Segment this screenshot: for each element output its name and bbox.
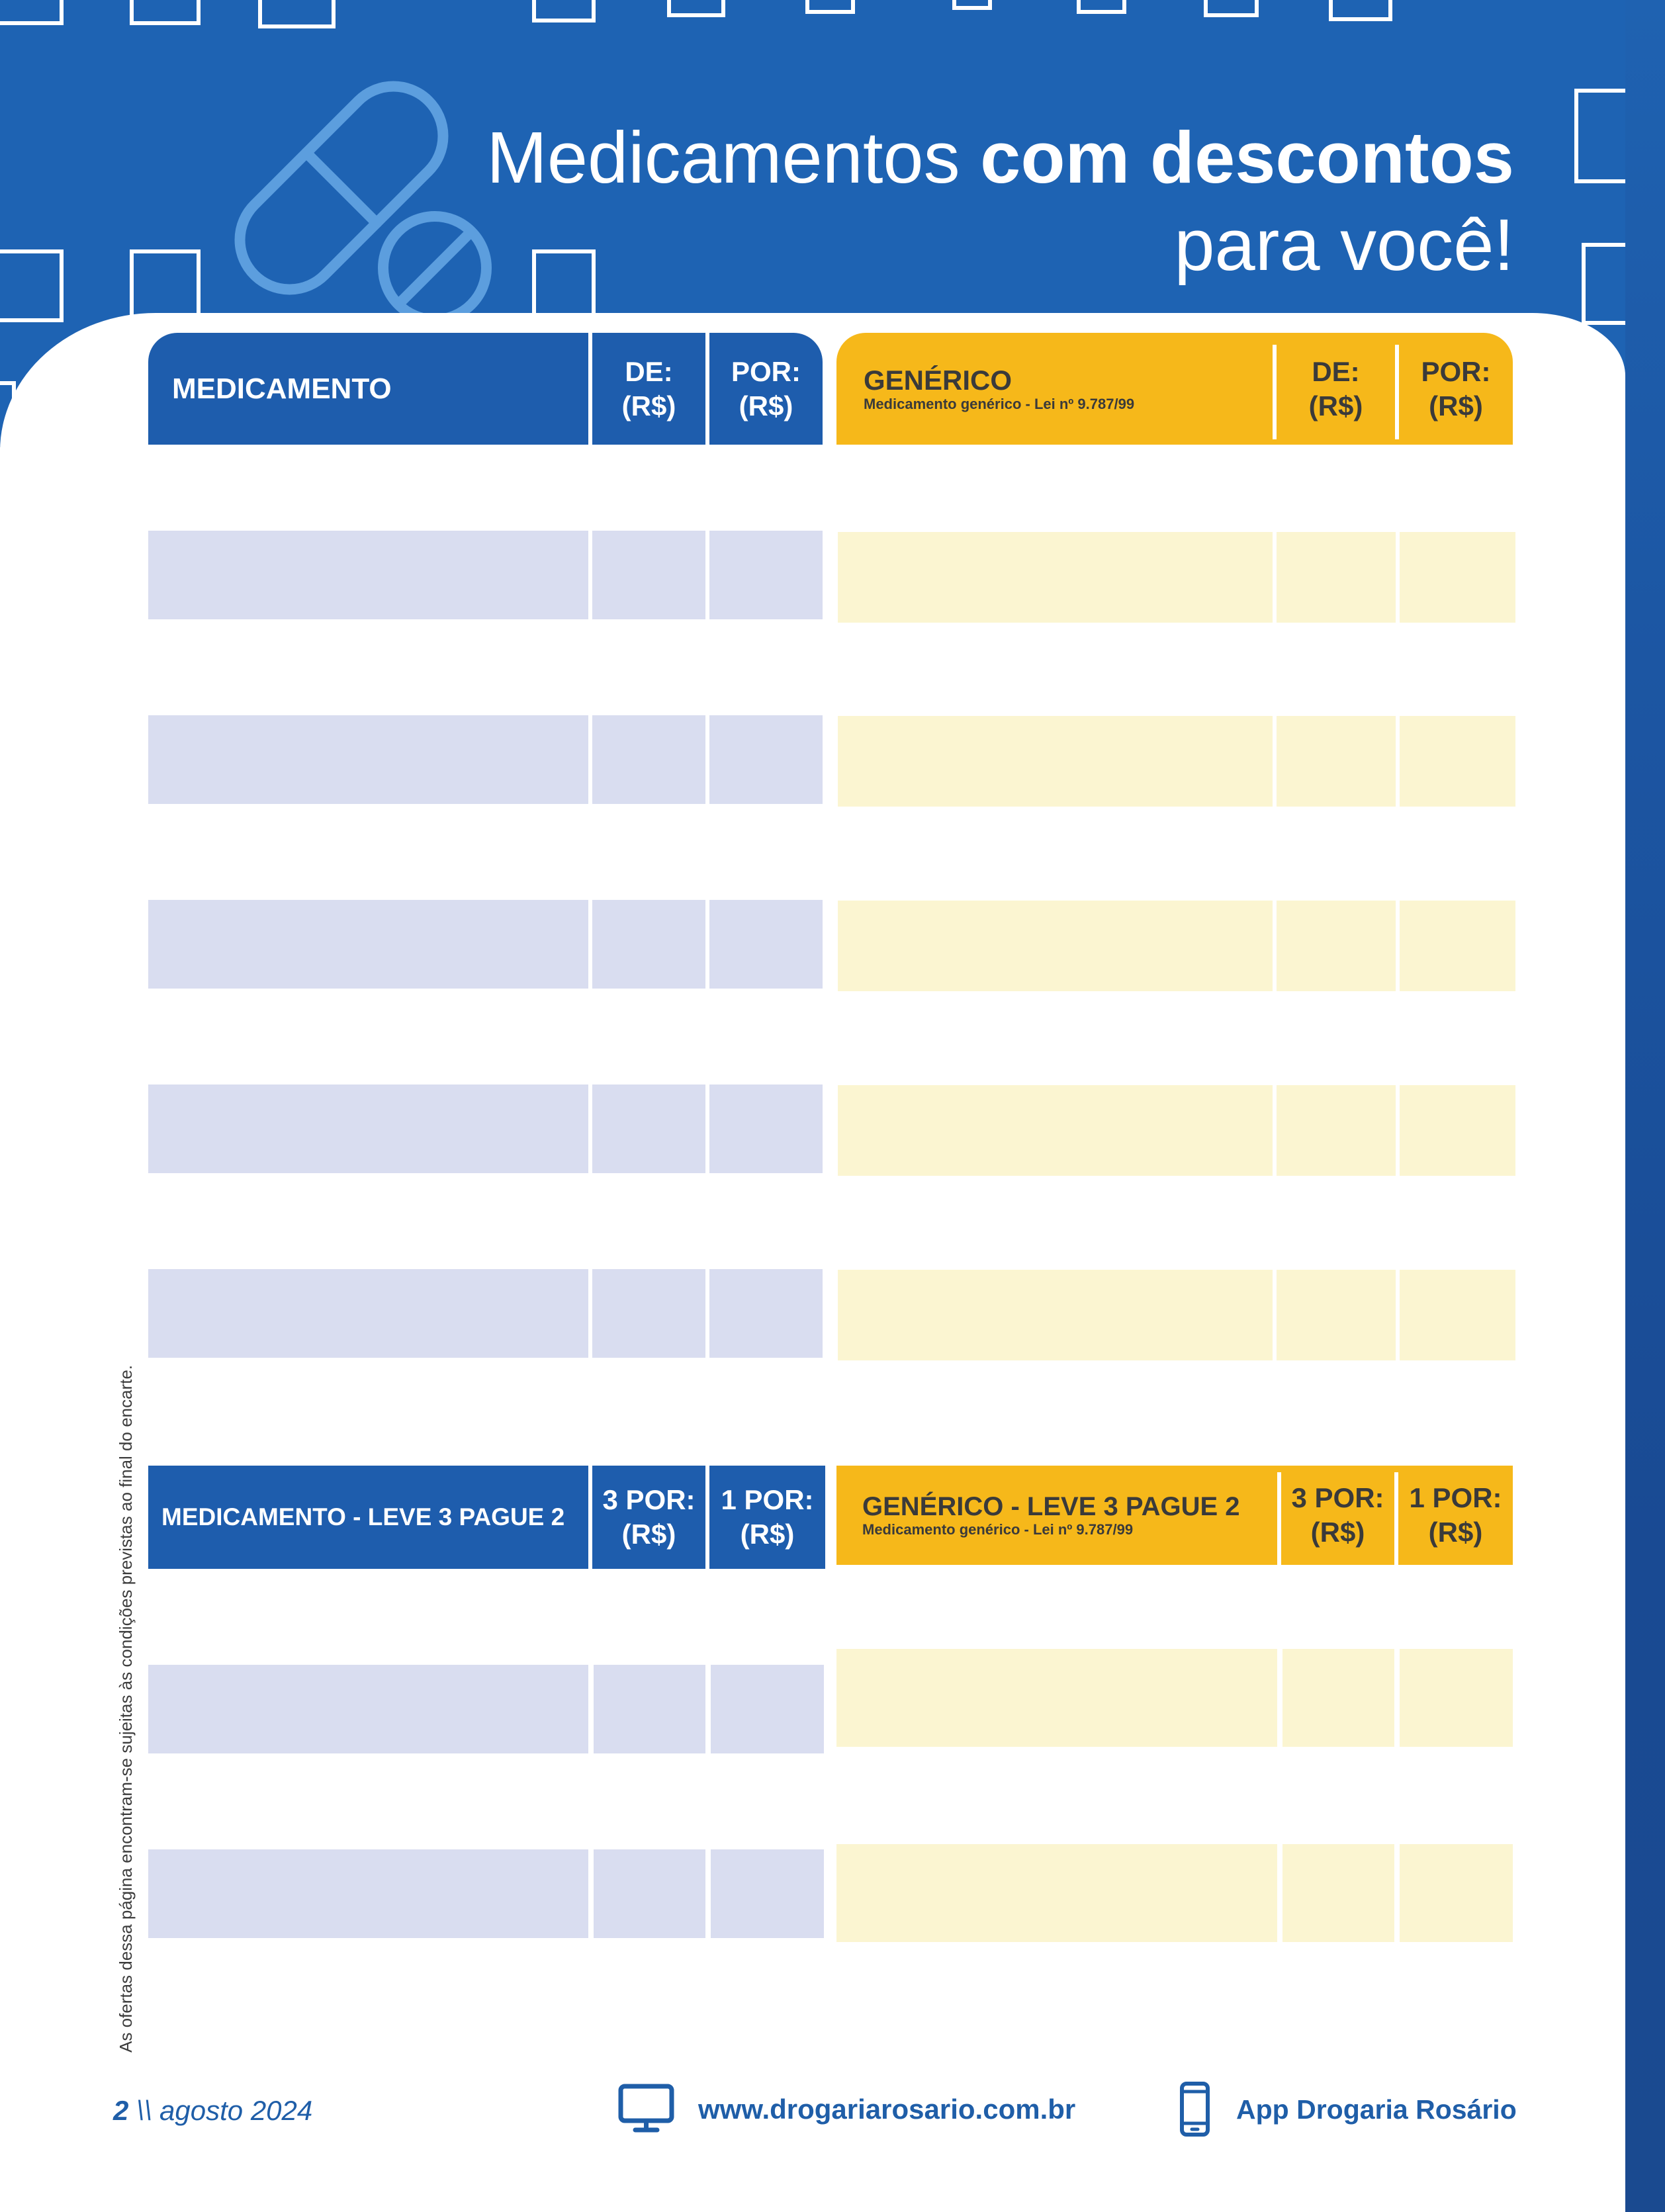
- offers-disclaimer: As ofertas dessa página encontram-se sujeitas às condições previstas ao final do encarte.: [116, 1364, 136, 2053]
- name-cell: [838, 1085, 1273, 1176]
- monitor-icon: [618, 2084, 674, 2133]
- header-line: POR:: [731, 355, 801, 387]
- table-row: [148, 900, 823, 989]
- header-line: (R$): [1429, 390, 1483, 421]
- decor-square: [1204, 0, 1259, 17]
- name-cell: [838, 901, 1273, 991]
- table-row: [838, 1085, 1515, 1176]
- decor-square: [1077, 0, 1126, 14]
- decor-square: [258, 0, 336, 28]
- name-cell: [836, 1649, 1277, 1747]
- price-cell: [592, 900, 705, 989]
- price-cell: [1277, 716, 1396, 807]
- price-cell: [1277, 1270, 1396, 1360]
- header-line: (R$): [1428, 1517, 1483, 1548]
- price-cell: [1277, 901, 1396, 991]
- price-cell: [1282, 1649, 1394, 1747]
- table-row: [838, 716, 1515, 807]
- price-one-header: [1398, 1466, 1513, 1565]
- header-line: DE:: [625, 355, 673, 387]
- medicine-promo-table-header: [148, 1466, 825, 1569]
- page-edge-strip: [1625, 0, 1665, 2212]
- name-cell: [148, 1084, 588, 1173]
- medicine-name-header: MEDICAMENTO: [148, 333, 588, 445]
- price-cell: [1400, 532, 1515, 623]
- medicine-promo-name-header: MEDICAMENTO - LEVE 3 PAGUE 2: [148, 1466, 588, 1569]
- name-cell: [148, 531, 588, 619]
- table-row: [838, 1270, 1515, 1360]
- price-cell: [709, 1084, 823, 1173]
- price-cell: [592, 1269, 705, 1358]
- decor-square: [0, 249, 64, 322]
- decor-square: [532, 0, 596, 22]
- price-cell: [592, 531, 705, 619]
- separator: \\: [136, 2095, 152, 2126]
- decor-square: [667, 0, 725, 17]
- title-regular: Medicamentos: [486, 117, 960, 199]
- medicine-table-header: [148, 333, 823, 445]
- decor-square: [130, 0, 201, 25]
- header-line: (R$): [1310, 1517, 1365, 1548]
- price-cell: [1400, 901, 1515, 991]
- table-row: [148, 1849, 824, 1938]
- website-link[interactable]: www.drogariarosario.com.br: [698, 2094, 1076, 2125]
- price-cell: [1277, 532, 1396, 623]
- pill-icon: [199, 66, 516, 344]
- price-cell: [711, 1665, 824, 1753]
- generic-table-header: [836, 333, 1513, 445]
- name-cell: [838, 532, 1273, 623]
- generic-promo-title: GENÉRICO - LEVE 3 PAGUE 2: [862, 1492, 1240, 1521]
- price-cell: [1400, 1844, 1513, 1942]
- price-cell: [1282, 1844, 1394, 1942]
- table-row: [836, 1844, 1513, 1942]
- price-three-header: [592, 1466, 705, 1569]
- decor-square: [130, 249, 201, 322]
- header-line: (R$): [621, 390, 676, 421]
- name-cell: [838, 1270, 1273, 1360]
- generic-promo-subtitle: Medicamento genérico - Lei nº 9.787/99: [862, 1521, 1134, 1538]
- table-row: [148, 531, 823, 619]
- price-cell: [592, 715, 705, 804]
- decor-square: [1329, 0, 1392, 21]
- header-line: 3 POR:: [602, 1484, 696, 1515]
- name-cell: [148, 1269, 588, 1358]
- name-cell: [838, 716, 1273, 807]
- header-line: 1 POR:: [1409, 1482, 1502, 1513]
- header-line: 3 POR:: [1291, 1482, 1384, 1513]
- price-cell: [594, 1665, 705, 1753]
- price-three-header: [1281, 1466, 1394, 1565]
- table-row: [148, 1269, 823, 1358]
- decor-square: [805, 0, 855, 14]
- price-cell: [709, 900, 823, 989]
- price-cell: [709, 531, 823, 619]
- price-to-header: [709, 333, 823, 445]
- table-row: [148, 715, 823, 804]
- header-line: (R$): [740, 1519, 795, 1550]
- app-link[interactable]: App Drogaria Rosário: [1236, 2094, 1517, 2125]
- smartphone-icon: [1179, 2081, 1210, 2137]
- name-cell: [148, 1849, 588, 1938]
- name-cell: [836, 1844, 1277, 1942]
- table-row: [838, 901, 1515, 991]
- generic-promo-table-header: [836, 1466, 1513, 1565]
- table-row: [148, 1084, 823, 1173]
- price-from-header: [592, 333, 705, 445]
- header-line: (R$): [621, 1519, 676, 1550]
- header-line: 1 POR:: [721, 1484, 814, 1515]
- price-cell: [1400, 1085, 1515, 1176]
- title-bold: com descontos: [980, 117, 1514, 199]
- generic-name-header: [836, 333, 1273, 445]
- price-cell: [1400, 1649, 1513, 1747]
- title-line-2: para você!: [1174, 204, 1514, 286]
- table-row: [148, 1665, 824, 1753]
- name-cell: [148, 1665, 588, 1753]
- price-cell: [1277, 1085, 1396, 1176]
- decor-square: [952, 0, 992, 10]
- header-line: DE:: [1312, 355, 1360, 387]
- header-line: (R$): [1308, 390, 1363, 421]
- header-line: POR:: [1421, 355, 1491, 387]
- title-line-1: [486, 114, 1514, 202]
- name-cell: [148, 900, 588, 989]
- generic-promo-name-header: [836, 1466, 1277, 1565]
- table-row: [836, 1649, 1513, 1747]
- header-line: (R$): [739, 390, 793, 421]
- issue-date: agosto 2024: [159, 2095, 313, 2126]
- price-to-header: [1399, 333, 1513, 445]
- generic-subtitle: Medicamento genérico - Lei nº 9.787/99: [864, 395, 1135, 412]
- page-title: [486, 114, 1514, 289]
- name-cell: [148, 715, 588, 804]
- price-cell: [711, 1849, 824, 1938]
- price-cell: [1400, 1270, 1515, 1360]
- price-cell: [709, 715, 823, 804]
- price-cell: [594, 1849, 705, 1938]
- generic-title: GENÉRICO: [864, 364, 1012, 396]
- decor-square: [0, 0, 64, 25]
- price-one-header: [709, 1466, 825, 1569]
- price-cell: [709, 1269, 823, 1358]
- page-number: 2: [113, 2095, 129, 2126]
- table-row: [838, 532, 1515, 623]
- price-from-header: [1277, 333, 1395, 445]
- price-cell: [592, 1084, 705, 1173]
- price-cell: [1400, 716, 1515, 807]
- page-number-date: [113, 2094, 312, 2127]
